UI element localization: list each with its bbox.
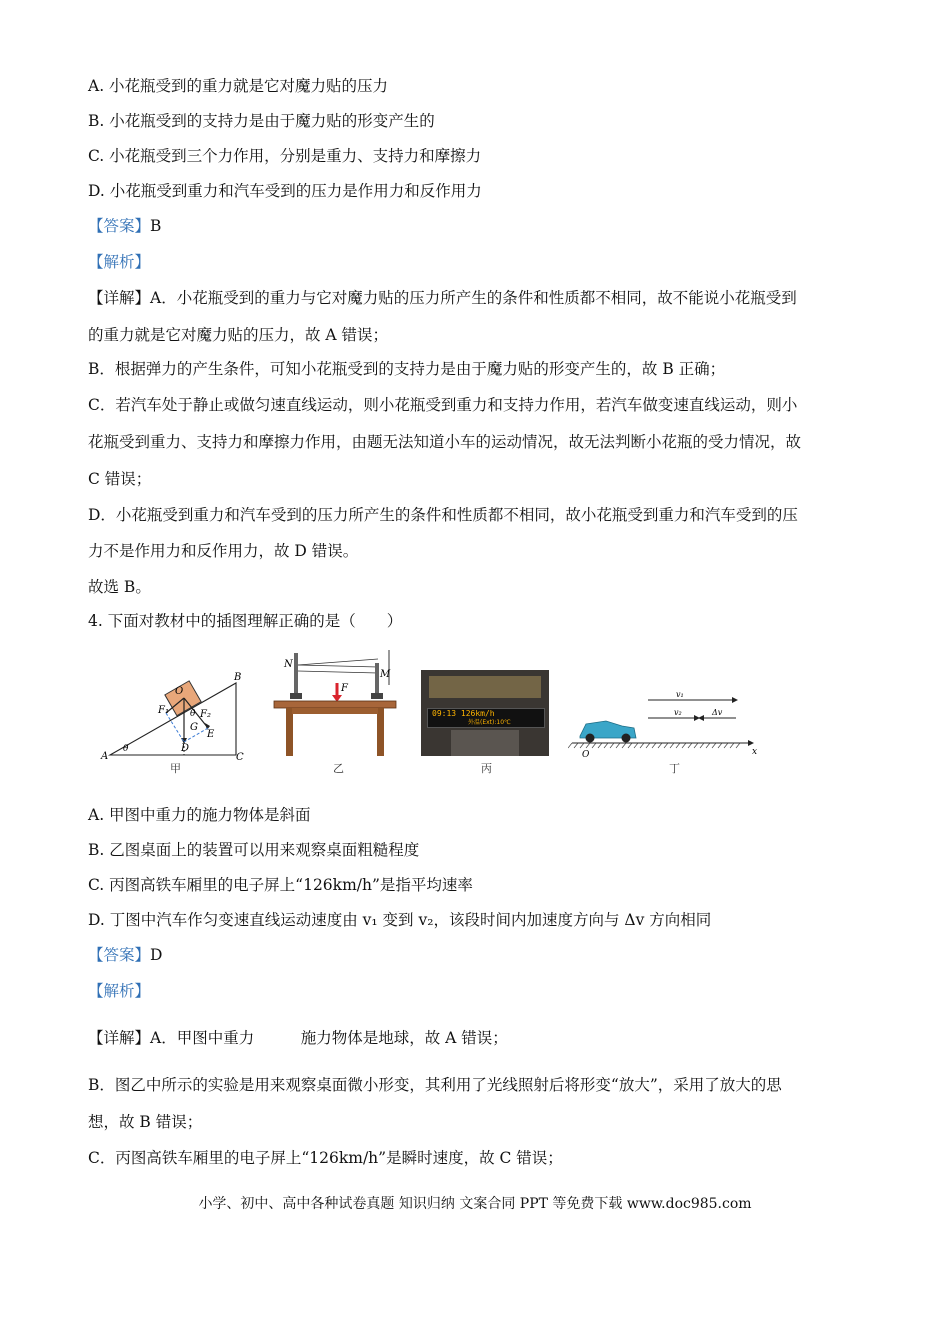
q3-answer	[88, 216, 161, 236]
q3-option-c: C. 小花瓶受到三个力作用，分别是重力、支持力和摩擦力	[88, 147, 482, 165]
label-x: x	[752, 747, 758, 757]
label-d: D	[181, 743, 190, 754]
label-b: B	[234, 672, 242, 683]
page-footer: 小学、初中、高中各种试卷真题 知识归纳 文案合同 PPT 等免费下载 www.doc985.com	[198, 1196, 752, 1212]
q4-detail-line: C．丙图高铁车厢里的电子屏上“126km/h”是瞬时速度，故 C 错误；	[88, 1149, 563, 1167]
answer-tag: 【答案】	[88, 217, 151, 235]
q3-conclusion: 故选 B。	[88, 578, 151, 596]
detail-text: A．小花瓶受到的重力与它对魔力贴的压力所产生的条件和性质都不相同，故不能说小花瓶受到	[150, 289, 797, 307]
q4-option-b: B. 乙图桌面上的装置可以用来观察桌面粗糙程度	[88, 841, 420, 859]
label-g: G	[190, 722, 198, 733]
ceiling-lights	[429, 676, 541, 698]
table-mirror-diagram	[270, 645, 400, 760]
figure-bing	[421, 670, 549, 756]
label-e: E	[207, 729, 215, 740]
q3-option-d: D. 小花瓶受到重力和汽车受到的压力是作用力和反作用力	[88, 182, 482, 200]
incline-diagram	[96, 650, 256, 775]
answer-value: B	[150, 217, 162, 235]
q3-detail-line: B．根据弹力的产生条件，可知小花瓶受到的支持力是由于魔力贴的形变产生的，故 B 正确；	[88, 360, 726, 378]
detail-tag: 【详解】	[88, 1029, 151, 1047]
q4-detail-line	[88, 1028, 508, 1048]
label-f1: F₁	[158, 705, 169, 716]
figure-yi	[270, 645, 400, 760]
figure-caption: 乙	[333, 762, 344, 775]
q4-option-c: C. 丙图高铁车厢里的电子屏上“126km/h”是指平均速率	[88, 876, 473, 894]
label-theta: θ	[123, 744, 129, 754]
q3-detail-line	[88, 288, 797, 308]
q3-option-b: B. 小花瓶受到的支持力是由于魔力贴的形变产生的	[88, 112, 435, 130]
detail-tag: 【详解】	[88, 289, 151, 307]
q4-stem: 4. 下面对教材中的插图理解正确的是（ ）	[88, 612, 403, 630]
label-m: M	[380, 669, 391, 680]
figure-caption: 丙	[481, 762, 492, 775]
screen-temp: 外温(Ext):10℃	[468, 719, 511, 726]
figure-caption: 丁	[669, 762, 680, 775]
q4-analysis-tag: 【解析】	[88, 982, 151, 1000]
carriage-door	[451, 730, 519, 756]
velocity-diagram	[568, 688, 763, 758]
figure-ding	[568, 688, 763, 758]
q3-option-a: A. 小花瓶受到的重力就是它对魔力贴的压力	[88, 77, 389, 95]
screen-speed: 09:13 126km/h	[432, 709, 495, 718]
q4-option-a: A. 甲图中重力的施力物体是斜面	[88, 806, 311, 824]
q3-detail-line: D．小花瓶受到重力和汽车受到的压力所产生的条件和性质都不相同，故小花瓶受到重力和汽车受到的压	[88, 506, 798, 524]
figure-jia	[96, 650, 256, 775]
detail-text: A．甲图中重力 施力物体是地球，故 A 错误；	[150, 1029, 508, 1047]
label-c: C	[236, 752, 244, 763]
label-origin: O	[582, 750, 590, 758]
q3-detail-line: 的重力就是它对魔力贴的压力，故 A 错误；	[88, 326, 389, 344]
q3-detail-line: 力不是作用力和反作用力，故 D 错误。	[88, 542, 359, 560]
q4-detail-line: 想，故 B 错误；	[88, 1113, 203, 1131]
label-n: N	[284, 659, 293, 670]
answer-tag: 【答案】	[88, 946, 151, 964]
q3-detail-line: C．若汽车处于静止或做匀速直线运动，则小花瓶受到重力和支持力作用，若汽车做变速直线运动，则小	[88, 396, 798, 414]
q4-detail-line: B．图乙中所示的实验是用来观察桌面微小形变，其利用了光线照射后将形变“放大”，采用了放大的思	[88, 1076, 782, 1094]
label-f2: F₂	[200, 709, 211, 720]
q3-detail-line: C 错误；	[88, 470, 152, 488]
label-delta-v: Δv	[712, 708, 723, 717]
label-theta-top: θ	[190, 709, 196, 719]
label-v2: v₂	[674, 708, 682, 717]
q4-option-d: D. 丁图中汽车作匀变速直线运动速度由 v₁ 变到 v₂，该段时间内加速度方向与 Δv 方向相同	[88, 911, 712, 929]
label-o: O	[175, 686, 184, 697]
label-v1: v₁	[676, 690, 684, 699]
electronic-screen	[427, 708, 545, 728]
label-f: F	[341, 683, 348, 694]
label-a: A	[101, 751, 109, 762]
q4-answer	[88, 945, 162, 965]
q3-detail-line: 花瓶受到重力、支持力和摩擦力作用，由题无法知道小车的运动情况，故无法判断小花瓶的受力情况，故	[88, 433, 802, 451]
q3-analysis-tag: 【解析】	[88, 253, 151, 271]
answer-value: D	[150, 946, 163, 964]
figure-caption: 甲	[170, 762, 181, 775]
